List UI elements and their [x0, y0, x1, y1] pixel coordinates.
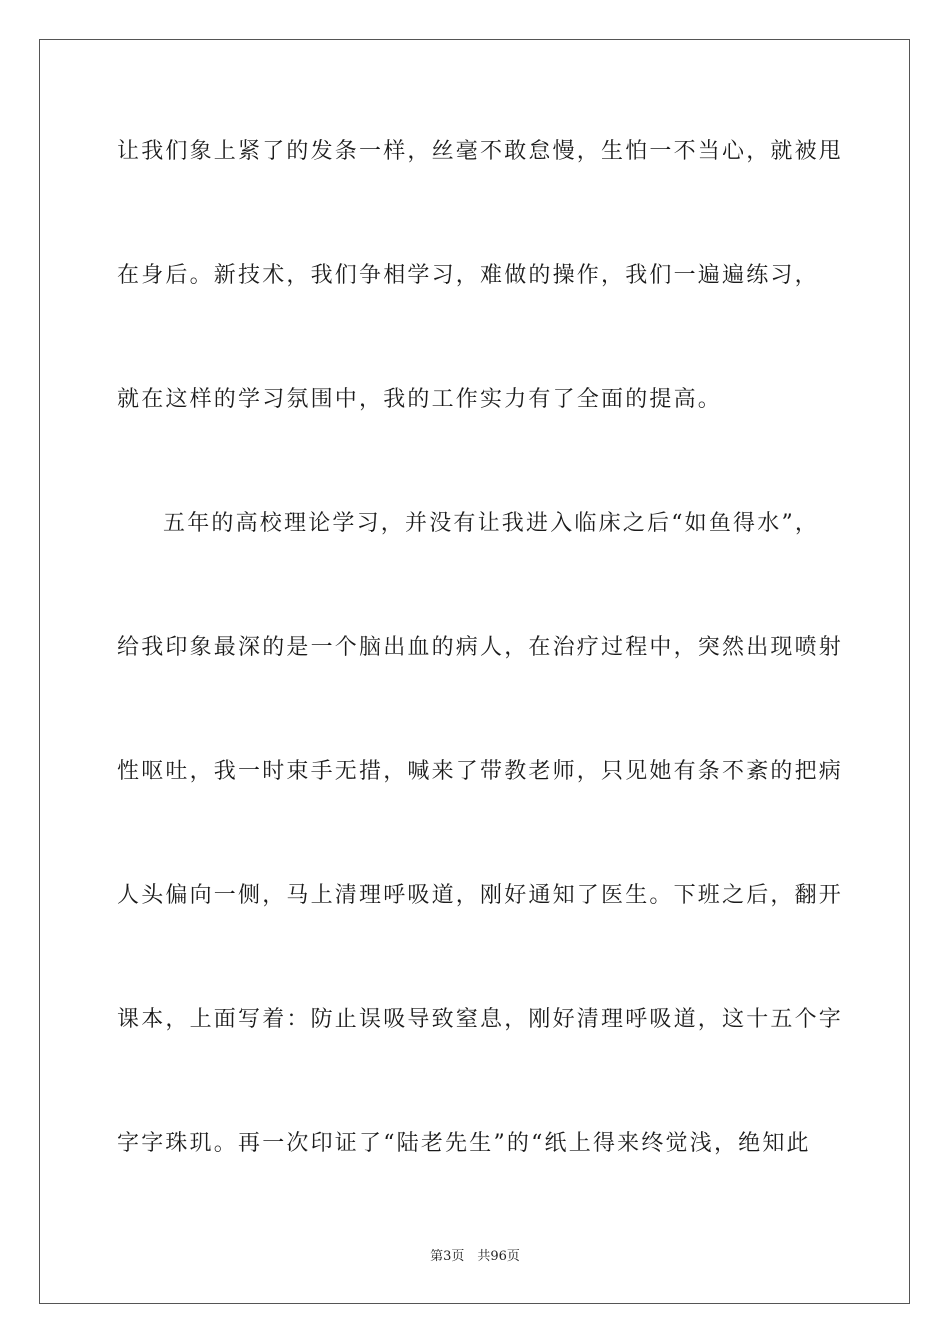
text-line: 性呕吐，我一时束手无措，喊来了带教老师，只见她有条不紊的把病 [117, 759, 844, 784]
text-line: 给我印象最深的是一个脑出血的病人，在治疗过程中，突然出现喷射 [117, 635, 844, 660]
page-border [39, 39, 910, 1304]
paragraph-first-line: 五年的高校理论学习，并没有让我进入临床之后“如鱼得水”， [163, 511, 820, 536]
text-line: 让我们象上紧了的发条一样，丝毫不敢怠慢，生怕一不当心，就被甩 [117, 139, 844, 164]
text-line: 字字珠玑。再一次印证了“陆老先生”的“纸上得来终觉浅，绝知此 [117, 1131, 811, 1156]
page-footer: 第3页 共96页 [430, 1249, 520, 1264]
text-line: 课本，上面写着：防止误吸导致窒息，刚好清理呼吸道，这十五个字 [117, 1007, 844, 1032]
text-line: 在身后。新技术，我们争相学习，难做的操作，我们一遍遍练习， [117, 263, 819, 288]
text-line: 就在这样的学习氛围中，我的工作实力有了全面的提高。 [117, 387, 723, 412]
text-line: 人头偏向一侧，马上清理呼吸道，刚好通知了医生。下班之后，翻开 [117, 883, 844, 908]
